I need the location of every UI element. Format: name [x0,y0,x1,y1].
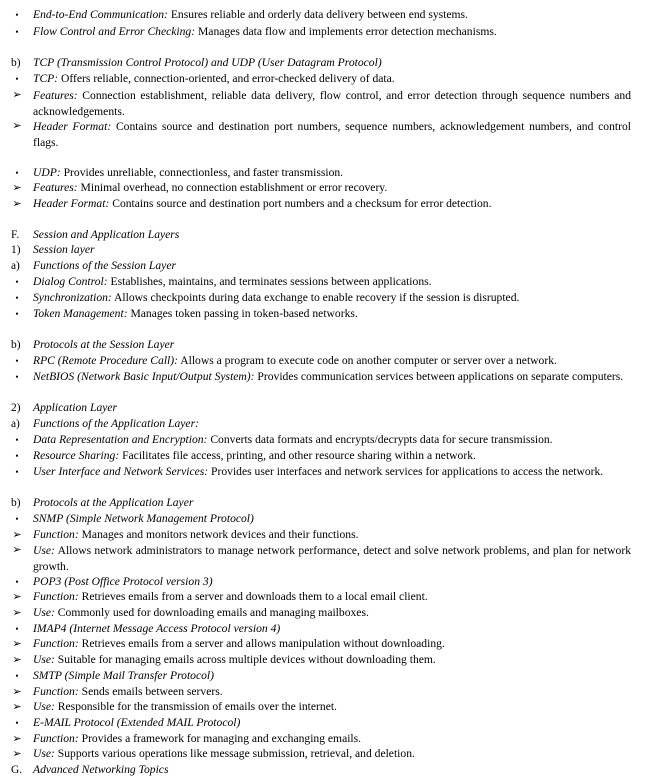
line-content [33,88,631,119]
line-label: Use: [33,653,55,666]
line-label: Synchronization: [33,291,112,304]
line-text: Provides unreliable, connectionless, and faster transmission. [60,166,344,179]
line-label: Function: [33,637,79,650]
dot-bullet-icon: • [15,577,19,587]
line-label: RPC (Remote Procedure Call): [33,354,178,367]
line-label: Functions of the Session Layer [33,259,176,272]
arrow-bullet-icon: ➢ [12,748,22,760]
list-marker: b) [11,339,21,351]
line-content [33,685,631,699]
arrow-bullet-icon: ➢ [12,686,22,698]
line-content [33,228,631,242]
line-content [33,181,631,195]
dot-bullet-icon: • [15,467,19,477]
line-text: Commonly used for downloading emails and managing mailboxes. [54,606,369,619]
line-content [33,417,631,431]
line-content [33,433,631,447]
line-content [33,307,631,321]
arrow-bullet-icon: ➢ [12,198,22,210]
dot-bullet-icon: • [15,27,19,37]
line-label: Token Management: [33,307,128,320]
list-marker: b) [11,57,21,69]
dot-bullet-icon: • [15,372,19,382]
line-content [33,197,631,211]
line-label: Functions of the Application Layer: [33,417,199,430]
line-label: Use: [33,606,55,619]
line-text: Allows a program to execute code on another computer or server over a network. [177,354,557,367]
line-label: Data Representation and Encryption: [33,433,208,446]
line-text: Retrieves emails from a server and allows manipulation without downloading. [78,637,445,650]
line-content [33,700,631,714]
dot-bullet-icon: • [15,10,19,20]
arrow-bullet-icon: ➢ [12,607,22,619]
line-content [33,543,631,574]
line-text: Manages token passing in token-based networks. [127,307,358,320]
line-label: Features: [33,89,78,102]
list-marker: b) [11,497,21,509]
line-content [33,401,631,415]
line-label: Use: [33,544,55,557]
line-label: End-to-End Communication: [33,8,168,21]
dot-bullet-icon: • [15,671,19,681]
dot-bullet-icon: • [15,309,19,319]
line-label: Function: [33,528,79,541]
line-content [33,8,631,22]
line-content [33,72,631,86]
line-label: Application Layer [33,401,118,414]
dot-bullet-icon: • [15,624,19,634]
line-text: Provides communication services between applications on separate computers. [254,370,624,383]
line-label: Header Format: [33,197,110,210]
line-content [33,575,631,589]
line-label: Session and Application Layers [33,228,180,241]
list-marker: 2) [11,402,21,414]
dot-bullet-icon: • [15,718,19,728]
arrow-bullet-icon: ➢ [12,638,22,650]
line-label: Features: [33,181,78,194]
arrow-bullet-icon: ➢ [12,544,22,556]
line-content [33,747,631,761]
line-content [33,338,631,352]
line-text: Provides a framework for managing and exchanging emails. [78,732,362,745]
line-label: Dialog Control: [33,275,108,288]
line-label: Advanced Networking Topics [33,763,169,776]
line-label: TCP (Transmission Control Protocol) and UDP (User Datagram Protocol) [33,56,382,69]
line-content [33,259,631,273]
line-content [33,465,631,479]
line-label: Function: [33,685,79,698]
dot-bullet-icon: • [15,293,19,303]
line-label: Flow Control and Error Checking: [33,25,196,38]
line-label: Function: [33,590,79,603]
line-content [33,56,631,70]
line-text: Manages data flow and implements error detection mechanisms. [195,25,497,38]
line-text: Offers reliable, connection-oriented, and error-checked delivery of data. [58,72,395,85]
line-content [33,275,631,289]
arrow-bullet-icon: ➢ [12,529,22,541]
line-label: NetBIOS (Network Basic Input/Output System): [33,370,255,383]
line-content [33,119,631,150]
dot-bullet-icon: • [15,168,19,178]
arrow-bullet-icon: ➢ [12,733,22,745]
line-text: Minimal overhead, no connection establishment or error recovery. [77,181,388,194]
line-content [33,496,631,510]
line-text: Converts data formats and encrypts/decrypts data for secure transmission. [207,433,553,446]
line-text: Suitable for managing emails across multiple devices without downloading them. [54,653,436,666]
dot-bullet-icon: • [15,74,19,84]
line-label: Resource Sharing: [33,449,120,462]
line-content [33,732,631,746]
line-content [33,763,631,777]
line-content [33,166,631,180]
line-text: Contains source and destination port numbers, sequence numbers, acknowledgement numbers, and control flags. [33,120,631,149]
line-content [33,449,631,463]
dot-bullet-icon: • [15,356,19,366]
line-content [33,370,631,384]
line-label: Session layer [33,243,95,256]
arrow-bullet-icon: ➢ [12,701,22,713]
list-marker: a) [11,418,20,430]
list-marker: G. [11,764,23,776]
line-text: Manages and monitors network devices and their functions. [78,528,359,541]
arrow-bullet-icon: ➢ [12,591,22,603]
line-content [33,669,631,683]
line-label: Protocols at the Application Layer [33,496,194,509]
line-label: Use: [33,700,55,713]
line-content [33,590,631,604]
arrow-bullet-icon: ➢ [12,182,22,194]
line-label: SMTP (Simple Mail Transfer Protocol) [33,669,214,682]
line-text: Provides user interfaces and network services for applications to access the network. [208,465,604,478]
line-label: TCP: [33,72,59,85]
line-label: UDP: [33,166,61,179]
dot-bullet-icon: • [15,277,19,287]
list-marker: 1) [11,244,21,256]
line-content [33,512,631,526]
dot-bullet-icon: • [15,435,19,445]
dot-bullet-icon: • [15,514,19,524]
arrow-bullet-icon: ➢ [12,654,22,666]
dot-bullet-icon: • [15,451,19,461]
line-content [33,653,631,667]
line-label: Use: [33,747,55,760]
line-content [33,528,631,542]
line-text: Connection establishment, reliable data delivery, flow control, and error detection through sequence numbers and acknowledgements. [33,89,631,118]
line-text: Facilitates file access, printing, and other resource sharing within a network. [119,449,476,462]
line-content [33,291,631,305]
arrow-bullet-icon: ➢ [12,89,22,101]
line-content [33,243,631,257]
line-label: IMAP4 (Internet Message Access Protocol version 4) [33,622,281,635]
line-label: Function: [33,732,79,745]
arrow-bullet-icon: ➢ [12,120,22,132]
line-text: Sends emails between servers. [78,685,223,698]
line-content [33,637,631,651]
line-label: Protocols at the Session Layer [33,338,175,351]
line-text: Contains source and destination port numbers and a checksum for error detection. [109,197,492,210]
list-marker: F. [11,229,20,241]
line-content [33,354,631,368]
line-text: Ensures reliable and orderly data delivery between end systems. [167,8,468,21]
line-label: POP3 (Post Office Protocol version 3) [33,575,213,588]
line-text: Allows checkpoints during data exchange to enable recovery if the session is disrupted. [111,291,520,304]
line-content [33,25,631,39]
line-text: Retrieves emails from a server and downloads them to a local email client. [78,590,428,603]
line-text: Supports various operations like message submission, retrieval, and deletion. [54,747,415,760]
line-label: User Interface and Network Services: [33,465,209,478]
line-text: Establishes, maintains, and terminates sessions between applications. [107,275,432,288]
line-content [33,606,631,620]
line-content [33,716,631,730]
line-text: Allows network administrators to manage network performance, detect and solve network problems, and plan for network growth. [33,544,631,573]
list-marker: a) [11,260,20,272]
line-content [33,622,631,636]
line-text: Responsible for the transmission of emails over the internet. [54,700,337,713]
line-label: Header Format: [33,120,112,133]
line-label: E-MAIL Protocol (Extended MAIL Protocol) [33,716,241,729]
line-label: SNMP (Simple Network Management Protocol) [33,512,254,525]
